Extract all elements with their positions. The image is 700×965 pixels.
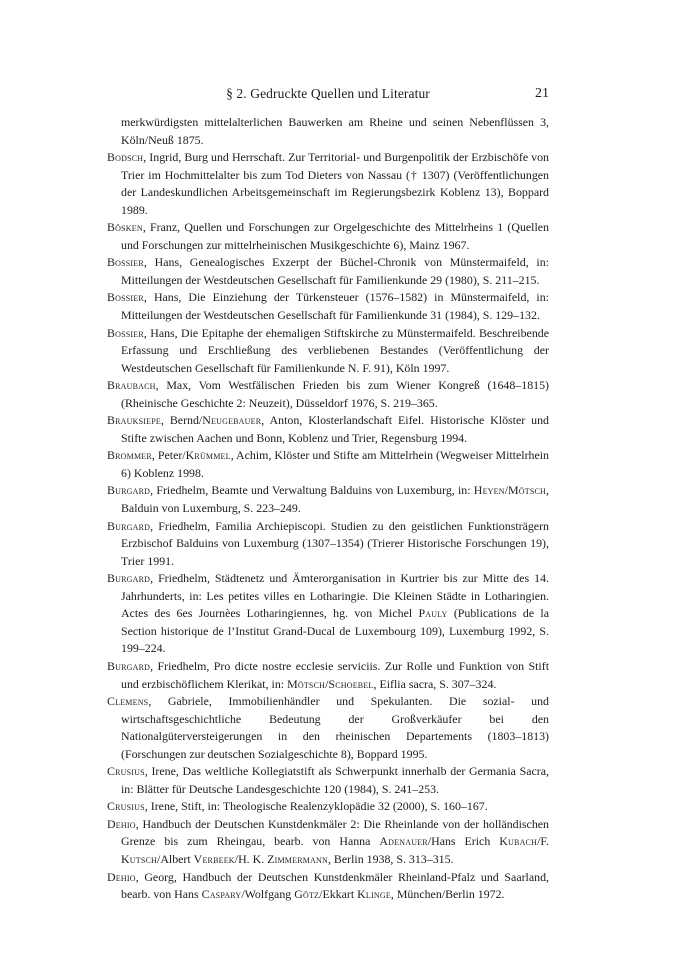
author-name: Heyen bbox=[473, 483, 505, 498]
author-name: Krümmel bbox=[185, 448, 231, 463]
entry-text: /H. K. bbox=[234, 851, 268, 866]
bibliography-entry bbox=[107, 518, 549, 571]
bibliography-entry bbox=[107, 412, 549, 447]
entry-text: , Gabriele, Immobilienhändler und Spekulanten. Die sozial- und wirtschaftsgeschichtliche Bedeutung der Großverkäufer bei den Nationalgüterversteigerungen in den rheinischen Departements (1803–1813) (Forschungen zur deutschen Sozialgeschichte 8), Boppard 1995. bbox=[121, 694, 549, 761]
author-name: Burgard bbox=[107, 658, 151, 673]
entry-text: , Ingrid, Burg und Herrschaft. Zur Territorial- und Burgenpolitik der Erzbischöfe von Trier im Hochmittelalter bis zum Tod Dieters von Nassau († 1307) (Veröffentlichungen der Landeskundlichen Arbeitsgemeinschaft im Regierungsbezirk Koblenz 13), Boppard 1989. bbox=[121, 150, 549, 217]
bibliography-entry bbox=[107, 377, 549, 412]
author-name: Mötsch bbox=[508, 483, 547, 498]
bibliography-entry bbox=[107, 763, 549, 798]
entry-text: , Peter/ bbox=[151, 448, 186, 463]
bibliography-entry bbox=[107, 149, 549, 219]
entry-text: , Friedhelm, Städtenetz und Ämterorganisation in Kurtrier bis zur Mitte des 14. Jahrhunderts, in: Les petites villes en Lotharingie. Die Kleinen Städte in Lotharingien. Actes des 6es Journèes Lotharingiennes, hg. von Michel bbox=[121, 571, 549, 621]
entry-text: , Irene, Stift, in: Theologische Realenzyklopädie 32 (2000), S. 160–167. bbox=[144, 799, 488, 814]
bibliography-entry bbox=[107, 325, 549, 378]
author-name: Crusius bbox=[107, 764, 145, 779]
author-name: Brommer bbox=[107, 448, 152, 463]
author-name: Bossier bbox=[107, 290, 144, 305]
entry-text: , Hans, Die Einziehung der Türkensteuer (1576–1582) in Münstermaifeld, in: Mitteilungen der Westdeutschen Gesellschaft für Familienkunde 31 (1984), S. 129–132. bbox=[121, 290, 549, 323]
entry-text: / bbox=[325, 676, 329, 691]
entry-text: , Franz, Quellen und Forschungen zur Orgelgeschichte des Mittelrheins 1 (Quellen und Forschungen zur mittelrheinischen Musikgeschichte 6), Mainz 1967. bbox=[121, 220, 549, 252]
bibliography-entry bbox=[107, 254, 549, 289]
bibliography-entry bbox=[107, 816, 549, 869]
entry-text: , Eiflia sacra, S. 307–324. bbox=[373, 676, 497, 691]
bibliography-entry bbox=[107, 869, 549, 904]
entry-text: , Anton, Klosterlandschaft Eifel. Historische Klöster und Stifte zwischen Aachen und Bonn, Koblenz und Trier, Regensburg 1994. bbox=[121, 413, 549, 445]
author-name: Schoebel bbox=[328, 676, 374, 691]
bibliography-entry bbox=[107, 447, 549, 482]
bibliography-entry bbox=[107, 289, 549, 324]
entry-text: , Friedhelm, Pro dicte nostre ecclesie serviciis. Zur Rolle und Funktion von Stift und erzbischöflichem Klerikat, in: bbox=[121, 658, 549, 691]
entry-text: , Max, Vom Westfälischen Frieden bis zum Wiener Kongreß (1648–1815) (Rheinische Geschichte 2: Neuzeit), Düsseldorf 1976, S. 219–365. bbox=[121, 378, 549, 410]
entry-text: , Balduin von Luxemburg, S. 223–249. bbox=[121, 483, 549, 516]
author-name: Bossier bbox=[107, 325, 144, 340]
entry-text: /F. bbox=[537, 834, 549, 849]
author-name: Caspary bbox=[201, 887, 242, 902]
author-name: Neugebauer bbox=[202, 413, 262, 428]
author-name: Mötsch bbox=[287, 676, 326, 691]
entry-text: , Berlin 1938, S. 313–315. bbox=[327, 851, 454, 866]
bibliography-entry bbox=[107, 219, 549, 254]
author-name: Pauly bbox=[418, 606, 448, 621]
bibliography-list bbox=[107, 114, 549, 904]
author-name: Dehio bbox=[107, 869, 136, 884]
entry-text: , Hans, Genealogisches Exzerpt der Büchel-Chronik von Münstermaifeld, in: Mitteilungen der Westdeutschen Gesellschaft für Familienkunde 29 (1980), S. 211–215. bbox=[121, 255, 549, 287]
entry-text: /Ekkart bbox=[319, 887, 358, 902]
author-name: Braubach bbox=[107, 378, 156, 393]
bibliography-entry bbox=[107, 482, 549, 517]
page-number: 21 bbox=[535, 86, 549, 101]
author-name: Burgard bbox=[107, 571, 151, 586]
entry-text: , Bernd/ bbox=[160, 413, 203, 428]
entry-text: , Irene, Das weltliche Kollegiatstift als Schwerpunkt innerhalb der Germania Sacra, in: Blätter für Deutsche Landesgeschichte 120 (1984), S. 241–253. bbox=[121, 764, 549, 796]
author-name: Zimmermann bbox=[267, 851, 328, 866]
author-name: Bodsch bbox=[107, 150, 144, 165]
author-name: Götz bbox=[294, 887, 320, 902]
page-header bbox=[107, 86, 549, 106]
entry-text: /Wolfgang bbox=[241, 887, 295, 902]
author-name: Dehio bbox=[107, 816, 136, 831]
bibliography-entry bbox=[107, 570, 549, 658]
author-name: Kutsch bbox=[121, 851, 158, 866]
running-title: § 2. Gedruckte Quellen und Literatur bbox=[226, 86, 430, 101]
author-name: Burgard bbox=[107, 483, 151, 498]
author-name: Klinge bbox=[357, 887, 391, 902]
author-name: Bösken bbox=[107, 220, 143, 235]
bibliography-entry bbox=[107, 693, 549, 763]
bibliography-entry-continuation: merkwürdigsten mittelalterlichen Bauwerken am Rheine und seinen Nebenflüssen 3, Köln/Neuß 1875. bbox=[121, 115, 549, 147]
entry-text: , Friedhelm, Familia Archiepiscopi. Studien zu den geistlichen Funktionsträgern Erzbischof Balduins von Luxemburg (1307–1354) (Trierer Historische Forschungen 19), Trier 1991. bbox=[121, 518, 549, 568]
bibliography-entry bbox=[107, 658, 549, 693]
entry-text: , München/Berlin 1972. bbox=[390, 887, 505, 902]
author-name: Crusius bbox=[107, 799, 145, 814]
author-name: Verbeek bbox=[193, 851, 235, 866]
entry-text: , Hans, Die Epitaphe der ehemaligen Stiftskirche zu Münstermaifeld. Beschreibende Erfassung und Erschließung des verbliebenen Bestandes (Veröffentlichung der Westdeutschen Gesellschaft für Familienkunde N. F. 91), Köln 1997. bbox=[121, 325, 549, 375]
entry-text: , Friedhelm, Beamte und Verwaltung Balduins von Luxemburg, in: bbox=[150, 483, 474, 498]
entry-text: / bbox=[504, 483, 509, 498]
author-name: Kubach bbox=[499, 834, 538, 849]
entry-text: , Georg, Handbuch der Deutschen Kunstdenkmäler Rheinland-Pfalz und Saarland, bearb. von Hans bbox=[121, 869, 549, 902]
author-name: Brauksiepe bbox=[107, 413, 161, 428]
author-name: Bossier bbox=[107, 255, 144, 270]
entry-text: /Albert bbox=[157, 851, 194, 866]
entry-text: , Achim, Klöster und Stifte am Mittelrhein (Wegweiser Mittelrhein 6) Koblenz 1998. bbox=[121, 448, 549, 480]
entry-text: /Hans Erich bbox=[427, 834, 500, 849]
bibliography-entry bbox=[107, 798, 549, 816]
author-name: Burgard bbox=[107, 518, 151, 533]
author-name: Clemens bbox=[107, 694, 149, 709]
entry-text: (Publications de la Section historique de l’Institut Grand-Ducal de Luxembourg 109), Luxemburg 1992, S. 199–224. bbox=[121, 606, 549, 656]
entry-text: , Handbuch der Deutschen Kunstdenkmäler 2: Die Rheinlande von der holländischen Grenze bis zum Rheingau, bearb. von Hanna bbox=[121, 816, 549, 849]
author-name: Adenauer bbox=[379, 834, 428, 849]
